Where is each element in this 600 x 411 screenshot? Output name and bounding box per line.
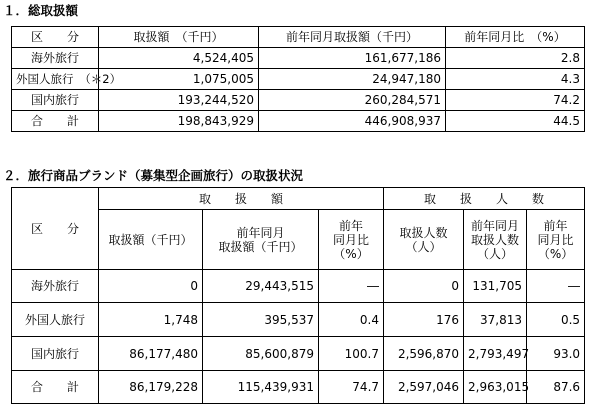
prev-amount-cell: 446,908,937 <box>259 111 446 132</box>
header-prev-amount: 前年同月取扱額（千円） <box>259 27 446 48</box>
header-group-amount: 取 扱 額 <box>99 188 384 210</box>
ratio-cell: 4.3 <box>446 69 585 90</box>
table-row <box>12 337 585 371</box>
section1-title: １．総取扱額 <box>3 3 79 18</box>
brand-status-table <box>11 187 585 404</box>
table-row <box>12 111 585 132</box>
people-cell: 176 <box>384 303 464 337</box>
ratio2-cell: 0.5 <box>527 303 585 337</box>
table-row <box>12 69 585 90</box>
ratio-cell: 74.2 <box>446 90 585 111</box>
prev-people-cell: 37,813 <box>464 303 527 337</box>
table-row <box>12 48 585 69</box>
prev-amount-cell: 29,443,515 <box>203 270 319 303</box>
header-prev-people <box>464 210 527 270</box>
table-row <box>12 270 585 303</box>
row-label: 国内旅行 <box>12 90 99 111</box>
ratio2-cell: 93.0 <box>527 337 585 371</box>
header-kubun: 区 分 <box>12 27 99 48</box>
table-row <box>12 90 585 111</box>
ratio1-cell: ― <box>319 270 384 303</box>
group-header-row <box>12 188 585 210</box>
row-label: 外国人旅行 （＊2） <box>12 69 99 90</box>
ratio1-cell: 100.7 <box>319 337 384 371</box>
ratio-cell: 44.5 <box>446 111 585 132</box>
header-people-line2: （人） <box>405 239 442 254</box>
prev-amount-cell: 24,947,180 <box>259 69 446 90</box>
ratio-cell: 2.8 <box>446 48 585 69</box>
header-prev-people-line2: 取扱人数 <box>471 232 520 247</box>
header-people-line1: 取扱人数 <box>399 225 448 240</box>
people-cell: 2,596,870 <box>384 337 464 371</box>
header-prev-people-line3: （人） <box>477 246 514 261</box>
prev-amount-cell: 85,600,879 <box>203 337 319 371</box>
amount-cell: 198,843,929 <box>99 111 259 132</box>
amount-cell: 0 <box>99 270 203 303</box>
header-ratio2-line2: 同月比 <box>537 232 574 247</box>
table-row <box>12 303 585 337</box>
people-cell: 2,597,046 <box>384 371 464 404</box>
header-ratio: 前年同月比 （%） <box>446 27 585 48</box>
header-ratio1-line3: （%） <box>333 246 369 261</box>
header-ratio1 <box>319 210 384 270</box>
header-amount: 取扱額（千円） <box>99 210 203 270</box>
amount-cell: 86,177,480 <box>99 337 203 371</box>
prev-amount-cell: 260,284,571 <box>259 90 446 111</box>
people-cell: 0 <box>384 270 464 303</box>
ratio2-cell: 87.6 <box>527 371 585 404</box>
prev-amount-cell: 395,537 <box>203 303 319 337</box>
table-header-row <box>12 27 585 48</box>
row-label: 国内旅行 <box>12 337 99 371</box>
row-label: 海外旅行 <box>12 48 99 69</box>
ratio1-cell: 0.4 <box>319 303 384 337</box>
ratio1-cell: 74.7 <box>319 371 384 404</box>
prev-amount-cell: 161,677,186 <box>259 48 446 69</box>
header-ratio1-line2: 同月比 <box>333 232 370 247</box>
row-label: 外国人旅行 <box>12 303 99 337</box>
header-prev-people-line1: 前年同月 <box>471 218 520 233</box>
total-amount-table <box>11 26 585 132</box>
prev-amount-cell: 115,439,931 <box>203 371 319 404</box>
header-prev-amount <box>203 210 319 270</box>
table-row <box>12 371 585 404</box>
ratio2-cell: ― <box>527 270 585 303</box>
header-group-people: 取 扱 人 数 <box>384 188 585 210</box>
header-amount: 取扱額 （千円） <box>99 27 259 48</box>
amount-cell: 193,244,520 <box>99 90 259 111</box>
prev-people-cell: 2,963,015 <box>464 371 527 404</box>
amount-cell: 1,748 <box>99 303 203 337</box>
amount-cell: 4,524,405 <box>99 48 259 69</box>
header-kubun: 区 分 <box>12 188 99 270</box>
header-prev-amount-line1: 前年同月 <box>236 225 285 240</box>
header-ratio2-line3: （%） <box>537 246 574 261</box>
prev-people-cell: 2,793,497 <box>464 337 527 371</box>
prev-people-cell: 131,705 <box>464 270 527 303</box>
header-ratio1-line1: 前年 <box>339 218 364 233</box>
row-label: 海外旅行 <box>12 270 99 303</box>
header-prev-amount-line2: 取扱額（千円） <box>218 239 303 254</box>
header-ratio2 <box>527 210 585 270</box>
header-people <box>384 210 464 270</box>
header-ratio2-line1: 前年 <box>543 218 568 233</box>
row-label: 合 計 <box>12 111 99 132</box>
amount-cell: 1,075,005 <box>99 69 259 90</box>
amount-cell: 86,179,228 <box>99 371 203 404</box>
section2-title: ２．旅行商品ブランド（募集型企画旅行）の取扱状況 <box>3 168 304 183</box>
row-label: 合 計 <box>12 371 99 404</box>
